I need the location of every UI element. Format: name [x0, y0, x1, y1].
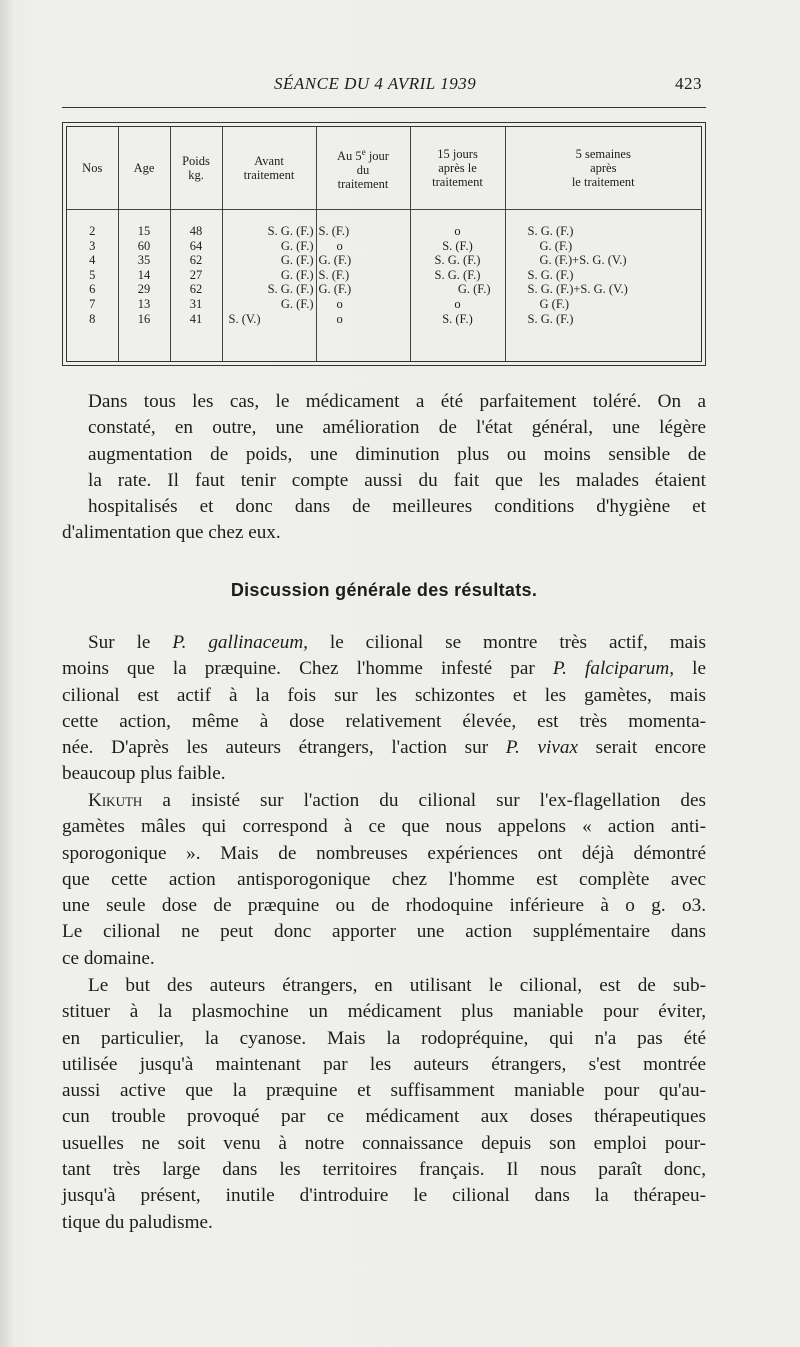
- text-line: une seule dose de præquine ou de rhodoquine inférieure à o g. o3.: [62, 895, 706, 917]
- text-line: constaté, en outre, une amélioration de l'état général, une légère: [88, 417, 706, 439]
- text-line: la rate. Il faut tenir compte aussi du fait que les malades étaient: [88, 469, 706, 491]
- text-line: moins que la præquine. Chez l'homme infesté par P. falciparum, le: [62, 658, 706, 680]
- col-header-5-semaines: 5 semaines après le traitement: [505, 127, 701, 210]
- text-line: Sur le P. gallinaceum, le cilional se montre très actif, mais: [88, 632, 706, 653]
- text-line: tique du paludisme.: [62, 1211, 213, 1233]
- table-body: [67, 210, 701, 362]
- col-nos-values: 2 3 4 5 6 7 8: [89, 224, 96, 326]
- text-line: cun trouble provoqué par ce médicament aux doses thérapeutiques: [62, 1106, 706, 1128]
- text-line: sporogonique ». Mais de nombreuses expériences ont déjà démontré: [62, 842, 706, 864]
- text-line: Le but des auteurs étrangers, en utilisant le cilional, est de sub-: [88, 975, 706, 996]
- text-line: aussi active que la præquine et suffisamment maniable pour qu'au-: [62, 1080, 706, 1102]
- text-line: née. D'après les auteurs étrangers, l'action sur P. vivax serait encore: [62, 737, 706, 759]
- text-line: ce domaine.: [62, 947, 155, 969]
- text-line: tant très large dans les territoires français. Il nous paraît donc,: [62, 1159, 706, 1181]
- text-line: beaucoup plus faible.: [62, 763, 226, 785]
- results-table: [62, 122, 706, 366]
- paragraph-conclusion: [62, 973, 706, 1236]
- text-line: cette action, même à dose relativement élevée, est très momenta-: [62, 710, 706, 732]
- text-line: cilional est actif à la fois sur les schizontes et les gamètes, mais: [62, 684, 706, 706]
- paragraph-tolerance: [62, 389, 706, 547]
- text-line: jusqu'à présent, inutile d'introduire le cilional dans la thérapeu-: [62, 1185, 706, 1207]
- col-5-semaines-values: S. G. (F.) G. (F.) G. (F.)+S. G. (V.) S. G. (F.) S. G. (F.)+S. G. (V.) G (F.) S. G. (F.): [505, 210, 701, 362]
- col-header-avant: Avant traitement: [222, 127, 316, 210]
- running-title: SÉANCE DU 4 AVRIL 1939: [274, 74, 477, 93]
- text-line: en particulier, la cyanose. Mais la rodopréquine, qui n'a pas été: [62, 1027, 706, 1049]
- col-15-jours-values: o S. (F.) S. G. (F.) S. G. (F.) G. (F.) o S. (F.): [410, 210, 505, 362]
- paragraph-kikuth: [62, 788, 706, 972]
- text-line: stituer à la plasmochine un médicament plus maniable pour éviter,: [62, 1001, 706, 1023]
- text-line: usuelles ne soit venu à notre connaissance depuis son emploi pour-: [62, 1132, 706, 1154]
- col-header-poids: Poids kg.: [170, 127, 222, 210]
- text-line: utilisée jusqu'à maintenant par les auteurs étrangers, s'est montrée: [62, 1053, 706, 1075]
- text-line: que cette action antisporogonique chez l'homme est complète avec: [62, 868, 706, 890]
- col-age-values: 15 60 35 14 29 13 16: [118, 210, 170, 362]
- header-rule: [62, 107, 706, 108]
- text-line: augmentation de poids, une diminution plus ou moins sensible de: [88, 443, 706, 465]
- text-line: Dans tous les cas, le médicament a été parfaitement toléré. On a: [88, 391, 706, 412]
- results-table-grid: [67, 127, 701, 361]
- text-line: d'alimentation que chez eux.: [62, 522, 281, 544]
- col-avant-values: S. G. (F.) G. (F.) G. (F.) G. (F.) S. G. (F.) G. (F.) S. (V.): [222, 210, 316, 362]
- col-header-age: Age: [118, 127, 170, 210]
- col-header-au5: Au 5e jour du traitement: [316, 127, 410, 210]
- col-au5-values: S. (F.) o G. (F.) S. (F.) G. (F.) o o: [316, 210, 410, 362]
- text-line: Le cilional ne peut donc apporter une action supplémentaire dans: [62, 921, 706, 943]
- col-poids-values: 48 64 62 27 62 31 41: [170, 210, 222, 362]
- col-header-nos: Nos: [82, 161, 103, 175]
- running-header: [62, 74, 702, 98]
- paragraph-gallinaceum: [62, 630, 706, 788]
- section-heading: Discussion générale des résultats.: [230, 580, 538, 600]
- page-number: 423: [675, 74, 702, 93]
- text-line: Kikuth a insisté sur l'action du cilional sur l'ex-flagellation des: [88, 790, 706, 811]
- col-header-15-jours: 15 jours après le traitement: [410, 127, 505, 210]
- text-line: gamètes mâles qui correspond à ce que nous appelons « action anti-: [62, 816, 706, 838]
- text-line: hospitalisés et donc dans de meilleures conditions d'hygiène et: [88, 496, 706, 518]
